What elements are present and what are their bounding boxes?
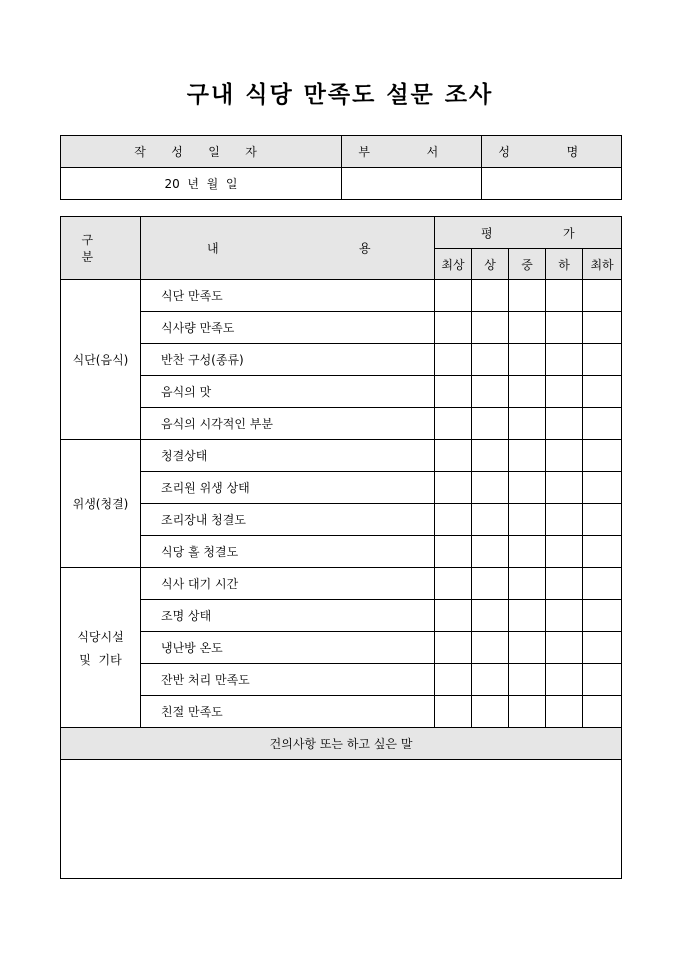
rating-cell[interactable]	[472, 472, 509, 504]
rating-average: 중	[509, 249, 546, 280]
item-label: 친절 만족도	[141, 696, 435, 728]
item-label: 냉난방 온도	[141, 632, 435, 664]
comments-header: 건의사항 또는 하고 싶은 말	[61, 728, 622, 760]
rating-best: 최상	[435, 249, 472, 280]
comments-area[interactable]	[61, 760, 622, 879]
group-hygiene: 위생(청결)	[61, 440, 141, 568]
rating-good: 상	[472, 249, 509, 280]
group-food: 식단(음식)	[61, 280, 141, 440]
rating-cell[interactable]	[509, 280, 546, 312]
item-label: 조리원 위생 상태	[141, 472, 435, 504]
date-label: 작 성 일 자	[61, 136, 342, 168]
rating-cell[interactable]	[472, 344, 509, 376]
table-row	[61, 664, 622, 696]
rating-cell[interactable]	[435, 408, 472, 440]
rating-cell[interactable]	[472, 376, 509, 408]
group-facilities-line2: 및 기타	[79, 652, 122, 667]
rating-cell[interactable]	[509, 504, 546, 536]
rating-cell[interactable]	[435, 440, 472, 472]
table-row	[61, 280, 622, 312]
rating-cell[interactable]	[583, 376, 622, 408]
rating-cell[interactable]	[546, 408, 583, 440]
group-facilities-line1: 식당시설	[77, 629, 124, 644]
item-label: 조리장내 청결도	[141, 504, 435, 536]
rating-cell[interactable]	[435, 568, 472, 600]
table-row	[61, 472, 622, 504]
rating-cell[interactable]	[583, 632, 622, 664]
item-label: 잔반 처리 만족도	[141, 664, 435, 696]
content-header-b: 용	[359, 241, 371, 256]
rating-cell[interactable]	[546, 280, 583, 312]
table-row	[61, 504, 622, 536]
rating-cell[interactable]	[509, 312, 546, 344]
content-header	[141, 217, 435, 280]
rating-poor: 하	[546, 249, 583, 280]
rating-cell[interactable]	[435, 696, 472, 728]
rating-cell[interactable]	[583, 280, 622, 312]
comments-header-row	[61, 728, 622, 760]
rating-cell[interactable]	[472, 632, 509, 664]
rating-cell[interactable]	[472, 408, 509, 440]
rating-cell[interactable]	[583, 312, 622, 344]
rating-cell[interactable]	[472, 280, 509, 312]
rating-cell[interactable]	[472, 600, 509, 632]
table-row	[61, 312, 622, 344]
page-title: 구내 식당 만족도 설문 조사	[186, 81, 494, 108]
rating-cell[interactable]	[583, 440, 622, 472]
item-label: 식사 대기 시간	[141, 568, 435, 600]
rating-cell[interactable]	[472, 312, 509, 344]
rating-cell[interactable]	[472, 664, 509, 696]
rating-cell[interactable]	[509, 536, 546, 568]
info-header-row	[61, 136, 622, 168]
rating-cell[interactable]	[472, 568, 509, 600]
rating-cell[interactable]	[583, 344, 622, 376]
rating-cell[interactable]	[546, 568, 583, 600]
rating-cell[interactable]	[509, 376, 546, 408]
rating-cell[interactable]	[546, 312, 583, 344]
department-field[interactable]	[342, 168, 482, 200]
item-label: 음식의 맛	[141, 376, 435, 408]
rating-cell[interactable]	[546, 504, 583, 536]
rating-cell[interactable]	[435, 504, 472, 536]
group-facilities	[61, 568, 141, 728]
department-label: 부 서	[342, 136, 482, 168]
rating-cell[interactable]	[472, 440, 509, 472]
rating-cell[interactable]	[435, 376, 472, 408]
category-header: 구 분	[61, 217, 141, 280]
survey-table	[60, 216, 622, 879]
rating-cell[interactable]	[546, 536, 583, 568]
rating-cell[interactable]	[509, 568, 546, 600]
evaluation-header-b: 가	[563, 226, 575, 240]
rating-cell[interactable]	[435, 472, 472, 504]
rating-cell[interactable]	[435, 344, 472, 376]
rating-cell[interactable]	[583, 504, 622, 536]
item-label: 식단 만족도	[141, 280, 435, 312]
item-label: 식사량 만족도	[141, 312, 435, 344]
rating-cell[interactable]	[509, 472, 546, 504]
rating-cell[interactable]	[546, 632, 583, 664]
rating-cell[interactable]	[509, 632, 546, 664]
table-row	[61, 568, 622, 600]
rating-cell[interactable]	[435, 280, 472, 312]
date-field[interactable]: 20 년 월 일	[61, 168, 342, 200]
rating-cell[interactable]	[546, 472, 583, 504]
name-label: 성 명	[482, 136, 622, 168]
item-label: 청결상태	[141, 440, 435, 472]
rating-cell[interactable]	[546, 696, 583, 728]
table-row	[61, 632, 622, 664]
evaluation-header	[435, 217, 622, 249]
rating-cell[interactable]	[509, 696, 546, 728]
rating-cell[interactable]	[472, 536, 509, 568]
rating-cell[interactable]	[509, 440, 546, 472]
rating-cell[interactable]	[435, 600, 472, 632]
rating-cell[interactable]	[583, 536, 622, 568]
table-row	[61, 440, 622, 472]
rating-cell[interactable]	[435, 664, 472, 696]
survey-header-row	[61, 217, 622, 249]
item-label: 식당 홀 청결도	[141, 536, 435, 568]
rating-cell[interactable]	[546, 664, 583, 696]
rating-cell[interactable]	[583, 600, 622, 632]
table-row	[61, 344, 622, 376]
table-row	[61, 376, 622, 408]
rating-cell[interactable]	[583, 664, 622, 696]
rating-cell[interactable]	[546, 440, 583, 472]
table-row	[61, 600, 622, 632]
rating-cell[interactable]	[435, 632, 472, 664]
rating-cell[interactable]	[546, 344, 583, 376]
rating-cell[interactable]	[509, 664, 546, 696]
rating-cell[interactable]	[435, 312, 472, 344]
rating-cell[interactable]	[509, 408, 546, 440]
table-row	[61, 536, 622, 568]
comments-row	[61, 760, 622, 879]
rating-cell[interactable]	[472, 504, 509, 536]
rating-cell[interactable]	[509, 600, 546, 632]
rating-worst: 최하	[583, 249, 622, 280]
rating-cell[interactable]	[583, 568, 622, 600]
info-value-row	[61, 168, 622, 200]
name-field[interactable]	[482, 168, 622, 200]
rating-cell[interactable]	[583, 472, 622, 504]
info-table	[60, 135, 622, 200]
rating-cell[interactable]	[546, 600, 583, 632]
rating-cell[interactable]	[583, 696, 622, 728]
item-label: 음식의 시각적인 부분	[141, 408, 435, 440]
content-header-a: 내	[207, 241, 219, 256]
rating-cell[interactable]	[509, 344, 546, 376]
item-label: 반찬 구성(종류)	[141, 344, 435, 376]
rating-cell[interactable]	[583, 408, 622, 440]
item-label: 조명 상태	[141, 600, 435, 632]
rating-cell[interactable]	[546, 376, 583, 408]
evaluation-header-a: 평	[481, 226, 493, 240]
table-row	[61, 696, 622, 728]
rating-cell[interactable]	[472, 696, 509, 728]
table-row	[61, 408, 622, 440]
rating-cell[interactable]	[435, 536, 472, 568]
